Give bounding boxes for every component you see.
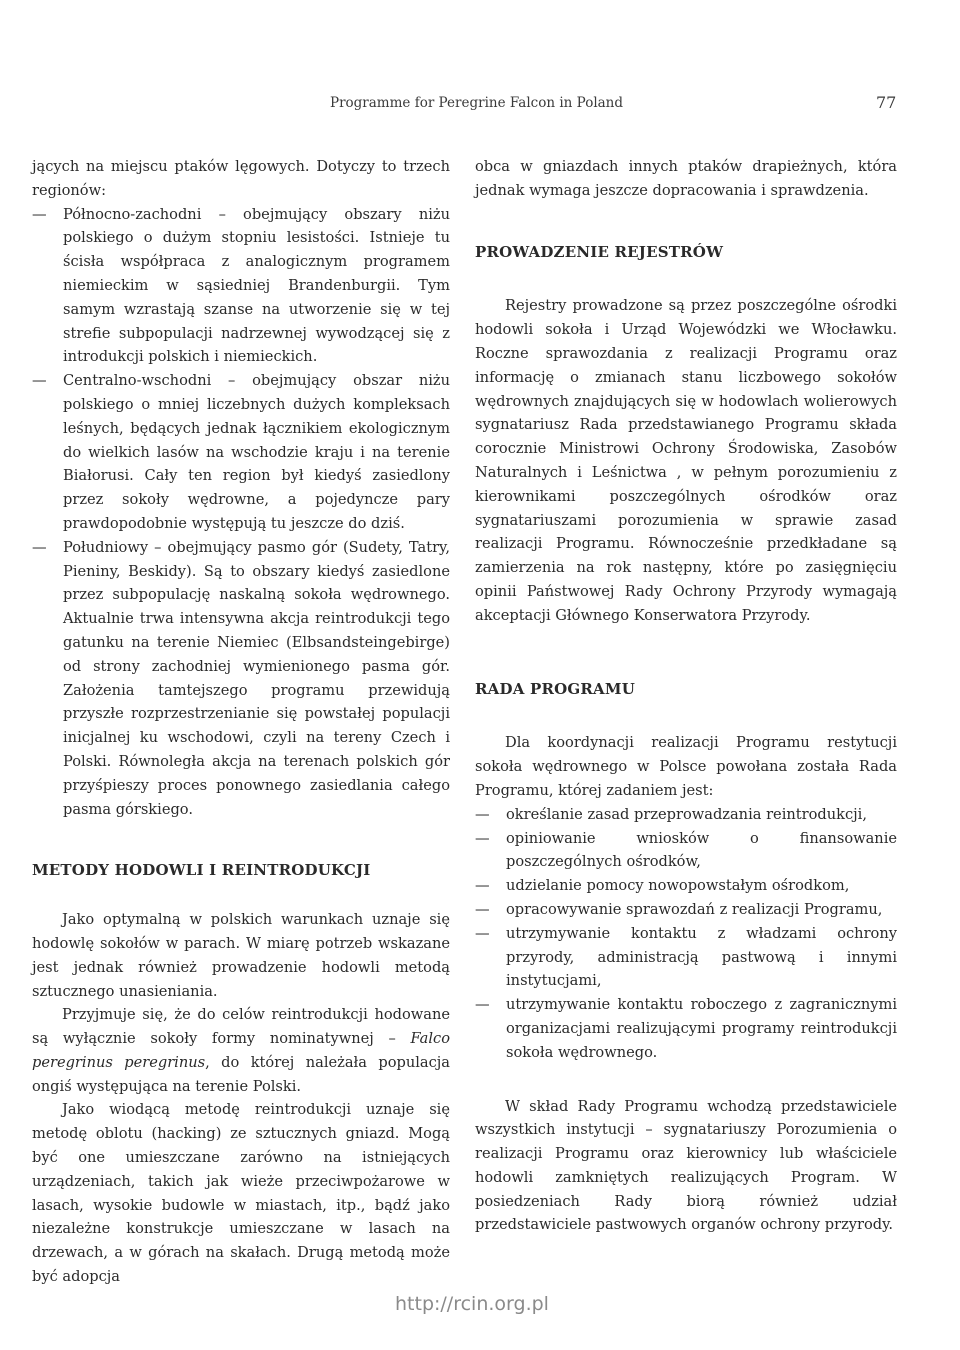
section-heading-registries: PROWADZENIE REJESTRÓW bbox=[475, 242, 724, 261]
dash-marker: — bbox=[475, 829, 490, 847]
left-column bbox=[32, 155, 450, 1289]
council-task-text: określanie zasad przeprowadzania reintrodukcji, bbox=[506, 805, 867, 823]
region-item-central-east bbox=[32, 369, 450, 536]
council-task-text: utrzymywanie kontaktu roboczego z zagranicznymi organizacjami realizującymi programy reintrodukcji sokoła wędrownego. bbox=[506, 996, 897, 1061]
region-text: Południowy – obejmujący pasmo gór (Sudety, Tatry, Pieniny, Beskidy). Są to obszary kiedyś zasiedlone przez subpopulację naskalną sokoła wędrownego. Aktualnie trwa intensywna akcja reintrodukcji tego gatunku na terenie Niemiec (Elbsandsteingebirge) od strony zachodniej wymienionego pasma gór. Założenia tamtejszego programu przewidują przyszłe rozprzestrzenianie się powstałej populacji inicjalnej ku wschodowi, czyli na tereny Czech i Polski. Równoległa akcja na terenach polskich gór przyśpieszy proces ponownego zasiedlania całego pasma górskiego. bbox=[63, 538, 450, 818]
region-item-south bbox=[32, 536, 450, 822]
council-task-item bbox=[475, 993, 897, 1064]
council-task-item bbox=[475, 922, 897, 993]
dash-marker: — bbox=[475, 900, 490, 918]
running-title: Programme for Peregrine Falcon in Poland bbox=[330, 95, 624, 111]
dash-marker: — bbox=[32, 538, 47, 556]
paragraph-breeding-pairs: Jako optymalną w polskich warunkach uznaje się hodowlę sokołów w parach. W miarę potrzeb wskazane jest jednak również prowadzenie hodowli metodą sztucznego unasieniania. bbox=[32, 911, 450, 1000]
region-text: Centralno-wschodni – obejmujący obszar niżu polskiego o mniej liczebnych dużych kompleksach leśnych, będących jednak łącznikiem ekologicznym do wielkich lasów na wschodzie kraju i na terenie Białorusi. Cały ten region był kiedyś zasiedlony przez sokoły wędrowne, a pojedyncze pary prawdopodobnie występują tu jeszcze do dziś. bbox=[63, 372, 450, 532]
council-task-item bbox=[475, 827, 897, 875]
council-task-text: udzielanie pomocy nowopowstałym ośrodkom, bbox=[506, 877, 850, 895]
dash-marker: — bbox=[475, 924, 490, 942]
region-text: Północno-zachodni – obejmujący obszary niżu polskiego o dużym stopniu lesistości. Istnieje tu ścisła współpraca z analogicznym programem niemieckim w sąsiedniej Brandenburgii. Tym samym wzrastają szanse na utworzenie się w tej strefie subpopulacji nadrzewnej wywodzącej się z introdukcji polskich i niemieckich. bbox=[63, 205, 450, 366]
page-number: 77 bbox=[876, 93, 897, 112]
latin-species-name: Falco peregrinus peregrinus bbox=[32, 1030, 450, 1071]
paragraph-council-intro: Dla koordynacji realizacji Programu restytucji sokoła wędrownego w Polsce powołana została Rada Programu, której zadaniem jest: bbox=[475, 734, 897, 799]
paragraph-registries: Rejestry prowadzone są przez poszczególne ośrodki hodowli sokoła i Urząd Wojewódzki we Włocławku. Roczne sprawozdania z realizacji Programu oraz informację o zmianach stanu liczbowego sokołów wędrownych znajdujących się w hodowlach wolierowych sygnatariusz Rada przedstawianego Programu składa corocznie Ministrowi Ochrony Środowiska, Zasobów Naturalnych i Leśnictwa , w pełnym porozumieniu z kierownikami poszczególnych ośrodków oraz sygnatariuszami porozumienia w sprawie zasad realizacji Programu. Równocześnie przedkładane są zamierzenia na rok następny, które po zasięgnięciu opinii Państwowej Rady Ochrony Przyrody wymagają akceptacji Głównego Konserwatora Przyrody. bbox=[475, 297, 897, 624]
regions-intro: jących na miejscu ptaków lęgowych. Dotyczy to trzech regionów: bbox=[32, 158, 450, 199]
dash-marker: — bbox=[475, 996, 490, 1014]
dash-marker: — bbox=[32, 372, 47, 390]
paragraph-council-members: W skład Rady Programu wchodzą przedstawiciele wszystkich instytucji – sygnatariuszy Porozumienia o realizacji Programu oraz kierownicy lub właściciele hodowli zamkniętych realizujących Program. W posiedzeniach Rady biorą również udział przedstawiciele pastwowych organów ochrony przyrody. bbox=[475, 1097, 897, 1234]
dash-marker: — bbox=[32, 205, 47, 223]
dash-marker: — bbox=[475, 877, 490, 895]
section-heading-breeding-methods: METODY HODOWLI I REINTRODUKCJI bbox=[32, 861, 371, 880]
dash-marker: — bbox=[475, 805, 490, 823]
council-task-text: opiniowanie wniosków o finansowanie poszczególnych ośrodków, bbox=[506, 829, 897, 871]
council-task-text: opracowywanie sprawozdań z realizacji Programu, bbox=[506, 900, 883, 918]
council-task-item bbox=[475, 898, 897, 922]
council-task-text: utrzymywanie kontaktu z władzami ochrony przyrody, administracją pastwową i innymi instytucjami, bbox=[506, 924, 897, 990]
council-task-item bbox=[475, 874, 897, 898]
paragraph-nominate-form bbox=[32, 1003, 450, 1098]
council-task-item bbox=[475, 803, 897, 827]
continuation-text: obca w gniazdach innych ptaków drapieżnych, która jednak wymaga jeszcze dopracowania i sprawdzenia. bbox=[475, 158, 897, 199]
paragraph-hacking-method: Jako wiodącą metodę reintrodukcji uznaje się metodę oblotu (hacking) ze sztucznych gniazd. Mogą być one umieszczane zarówno na istniejących urządzeniach, takich jak wieże przeciwpożarowe w lasach, wysokie budowle w miastach, itp., bądź jako niezależne konstrukcje umieszczane w lasach na drzewach, a w górach na skałach. Drugą metodą może być adopcja bbox=[32, 1101, 450, 1286]
paragraph-text: , do której należała populacja ongiś występująca na terenie Polski. bbox=[32, 1053, 450, 1095]
right-column bbox=[475, 155, 897, 1237]
paragraph-text: Przyjmuje się, że do celów reintrodukcji hodowane są wyłącznie sokoły formy nominatywnej – bbox=[32, 1006, 450, 1048]
region-item-northwest bbox=[32, 203, 450, 370]
section-heading-programme-council: RADA PROGRAMU bbox=[475, 679, 635, 698]
source-url-link[interactable]: http://rcin.org.pl bbox=[395, 1293, 549, 1315]
